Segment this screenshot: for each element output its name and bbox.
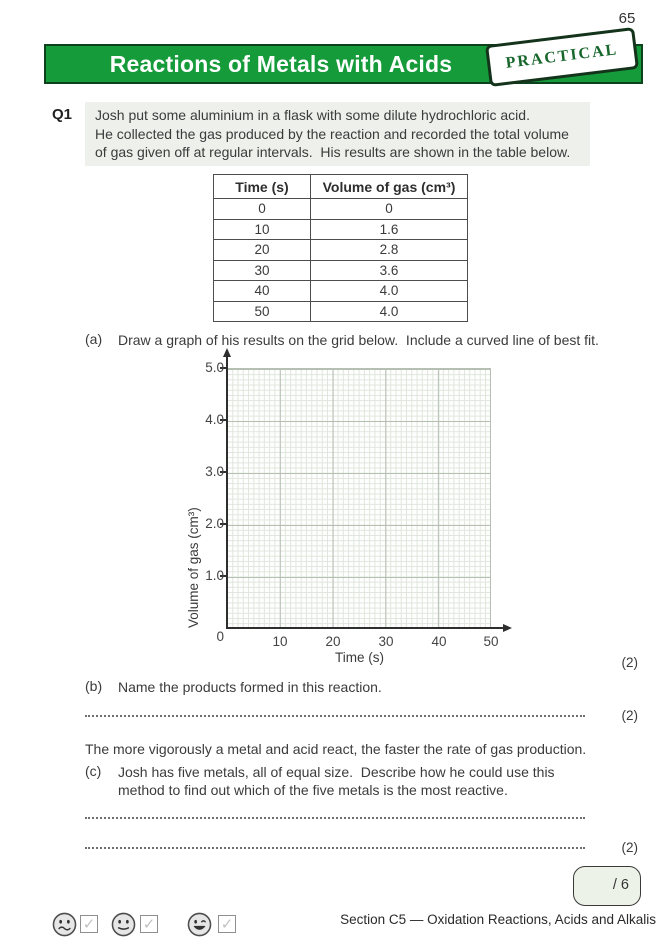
x-tick-label: 10 xyxy=(272,634,288,649)
y-axis xyxy=(226,356,228,628)
table-cell: 1.6 xyxy=(311,219,468,240)
table-row xyxy=(214,281,468,302)
practical-stamp-label: PRACTICAL xyxy=(504,41,620,72)
table-cell: 0 xyxy=(214,199,311,220)
x-axis xyxy=(226,627,504,629)
page-title: Reactions of Metals with Acids xyxy=(109,51,453,77)
table-cell: 0 xyxy=(311,199,468,220)
question-intro-line: He collected the gas produced by the reaction and recorded the total volume xyxy=(95,125,569,142)
part-b-label: (b) xyxy=(85,678,103,694)
table-cell: 3.6 xyxy=(311,260,468,281)
part-b-text: Name the products formed in this reaction. xyxy=(118,679,382,695)
score-box[interactable]: / 6 xyxy=(573,866,641,906)
table-row xyxy=(214,301,468,322)
table-header-row xyxy=(214,175,468,199)
table-header-volume: Volume of gas (cm³) xyxy=(311,175,468,199)
origin-label: 0 xyxy=(216,629,224,644)
y-tick-label: 5.0 xyxy=(205,360,224,375)
sad-face-icon xyxy=(52,912,77,937)
y-tick-label: 3.0 xyxy=(205,464,224,479)
question-intro xyxy=(85,102,590,166)
part-a-text: Draw a graph of his results on the grid below. Include a curved line of best fit. xyxy=(118,332,599,348)
x-axis-title: Time (s) xyxy=(335,650,384,665)
x-tick-label: 50 xyxy=(483,634,499,649)
part-c-text-line1: Josh has five metals, all of equal size. Describe how he could use this xyxy=(118,764,555,780)
table-row xyxy=(214,240,468,261)
y-axis-arrow-icon xyxy=(223,348,231,357)
results-table xyxy=(213,174,468,322)
table-cell: 30 xyxy=(214,260,311,281)
x-axis-arrow-icon xyxy=(503,624,512,632)
x-tick-label: 30 xyxy=(378,634,394,649)
table-row xyxy=(214,219,468,240)
question-intro-line: Josh put some aluminium in a flask with some dilute hydrochloric acid. xyxy=(95,107,530,123)
part-a-label: (a) xyxy=(85,331,103,347)
table-row xyxy=(214,260,468,281)
answer-line-b[interactable] xyxy=(85,715,585,717)
table-header-time: Time (s) xyxy=(214,175,311,199)
happy-checkbox[interactable] xyxy=(218,915,236,933)
table-cell: 2.8 xyxy=(311,240,468,261)
happy-face-icon xyxy=(187,912,212,937)
table-cell: 40 xyxy=(214,281,311,302)
y-tick-label: 2.0 xyxy=(205,516,224,531)
check-icon: ✓ xyxy=(142,915,156,933)
y-tick-label: 4.0 xyxy=(205,412,224,427)
check-icon: ✓ xyxy=(82,915,96,933)
part-c-text-line2: method to find out which of the five metals is the most reactive. xyxy=(118,782,508,798)
neutral-checkbox[interactable] xyxy=(140,915,158,933)
table-cell: 4.0 xyxy=(311,301,468,322)
check-icon: ✓ xyxy=(220,915,234,933)
part-a-marks: (2) xyxy=(621,655,638,670)
neutral-face-icon xyxy=(111,912,136,937)
table-row xyxy=(214,199,468,220)
table-cell: 50 xyxy=(214,301,311,322)
y-tick-label: 1.0 xyxy=(205,568,224,583)
table-cell: 4.0 xyxy=(311,281,468,302)
note-text: The more vigorously a metal and acid react, the faster the rate of gas production. xyxy=(85,741,587,757)
graph-grid[interactable] xyxy=(227,368,491,628)
question-intro-line: of gas given off at regular intervals. His results are shown in the table below. xyxy=(95,144,571,160)
section-footer: Section C5 — Oxidation Reactions, Acids and Alkalis xyxy=(340,912,656,927)
part-b-marks: (2) xyxy=(621,708,638,723)
x-tick-label: 40 xyxy=(431,634,447,649)
x-tick-label: 20 xyxy=(325,634,341,649)
sad-checkbox[interactable] xyxy=(80,915,98,933)
part-c-label: (c) xyxy=(85,763,102,779)
table-cell: 10 xyxy=(214,219,311,240)
y-axis-title: Volume of gas (cm³) xyxy=(186,507,201,628)
table-cell: 20 xyxy=(214,240,311,261)
page-number: 65 xyxy=(618,10,636,27)
part-c-marks: (2) xyxy=(621,840,638,855)
question-number: Q1 xyxy=(52,106,73,123)
answer-line-c1[interactable] xyxy=(85,817,585,819)
answer-line-c2[interactable] xyxy=(85,847,585,849)
